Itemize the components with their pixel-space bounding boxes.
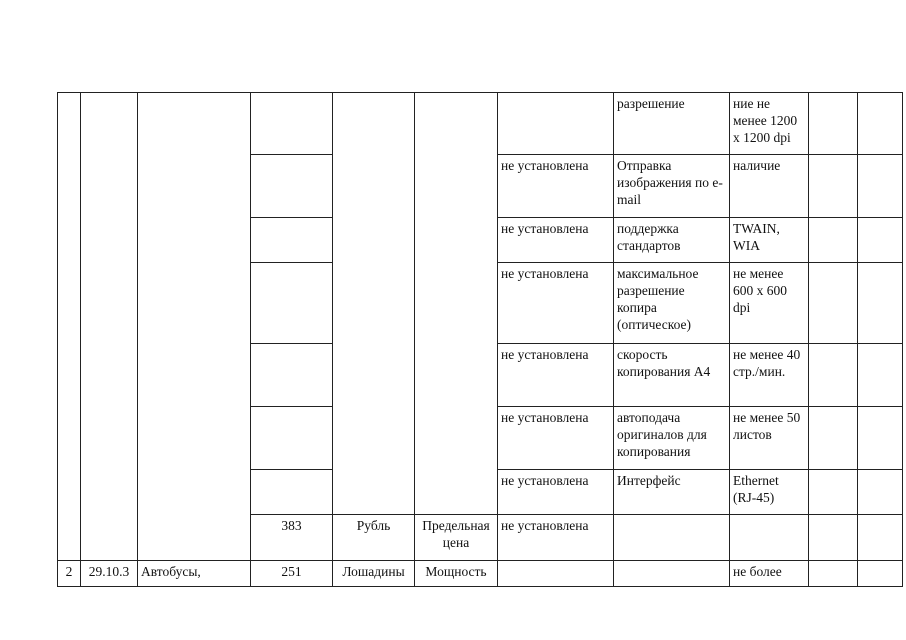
cell-empty <box>809 155 858 218</box>
cell-num <box>58 93 81 561</box>
cell-code: 383 <box>251 515 333 561</box>
cell-empty <box>809 344 858 407</box>
cell-param-name: автоподача оригиналов для копирования <box>614 407 730 470</box>
cell-code: 251 <box>251 561 333 587</box>
cell-param-name: поддержка стандартов <box>614 218 730 263</box>
cell-char-name <box>415 93 498 515</box>
cell-norm: не установлена <box>498 515 614 561</box>
cell-code <box>251 470 333 515</box>
cell-param-name: скорость копирования А4 <box>614 344 730 407</box>
cell-title <box>138 93 251 561</box>
cell-param-name: Отправка изображения по e-mail <box>614 155 730 218</box>
cell-param-value: не менее 50 листов <box>730 407 809 470</box>
cell-empty <box>809 561 858 587</box>
cell-empty <box>858 561 903 587</box>
cell-okpd <box>81 93 138 561</box>
cell-unit: Рубль <box>333 515 415 561</box>
cell-empty <box>809 407 858 470</box>
cell-norm <box>498 561 614 587</box>
cell-char-name: Мощность <box>415 561 498 587</box>
cell-norm: не установлена <box>498 263 614 344</box>
cell-norm: не установлена <box>498 470 614 515</box>
cell-title: Автобусы, <box>138 561 251 587</box>
cell-param-name: максимальное разрешение копира (оптическое) <box>614 263 730 344</box>
cell-code <box>251 218 333 263</box>
cell-empty <box>614 515 730 561</box>
cell-param-value: наличие <box>730 155 809 218</box>
cell-param-value: не более <box>730 561 809 587</box>
cell-empty <box>809 515 858 561</box>
cell-norm: не установлена <box>498 407 614 470</box>
cell-param-name: разрешение <box>614 93 730 155</box>
cell-empty <box>858 407 903 470</box>
cell-okpd: 29.10.3 <box>81 561 138 587</box>
cell-empty <box>809 93 858 155</box>
specification-table <box>57 92 903 587</box>
table-row <box>58 93 903 155</box>
cell-code <box>251 155 333 218</box>
cell-num: 2 <box>58 561 81 587</box>
cell-norm: не установлена <box>498 218 614 263</box>
cell-norm <box>498 93 614 155</box>
cell-param-value: Ethernet (RJ-45) <box>730 470 809 515</box>
cell-empty <box>858 93 903 155</box>
cell-param-name: Интерфейс <box>614 470 730 515</box>
cell-norm: не установлена <box>498 344 614 407</box>
cell-param-value: не менее 40 стр./мин. <box>730 344 809 407</box>
cell-empty <box>809 263 858 344</box>
cell-empty <box>809 218 858 263</box>
cell-unit: Лошадины <box>333 561 415 587</box>
table-row <box>58 561 903 587</box>
cell-param-value: не менее 600 х 600 dpi <box>730 263 809 344</box>
cell-empty <box>730 515 809 561</box>
cell-empty <box>858 344 903 407</box>
cell-code <box>251 263 333 344</box>
cell-empty <box>858 515 903 561</box>
cell-char-name: Предельная цена <box>415 515 498 561</box>
cell-empty <box>858 263 903 344</box>
cell-code <box>251 344 333 407</box>
cell-param-value: TWAIN, WIA <box>730 218 809 263</box>
cell-empty <box>858 470 903 515</box>
cell-code <box>251 407 333 470</box>
cell-unit <box>333 93 415 515</box>
cell-code <box>251 93 333 155</box>
cell-empty <box>858 218 903 263</box>
cell-param-value: ние не менее 1200 х 1200 dpi <box>730 93 809 155</box>
cell-norm: не установлена <box>498 155 614 218</box>
cell-param-name <box>614 561 730 587</box>
cell-empty <box>809 470 858 515</box>
cell-empty <box>858 155 903 218</box>
